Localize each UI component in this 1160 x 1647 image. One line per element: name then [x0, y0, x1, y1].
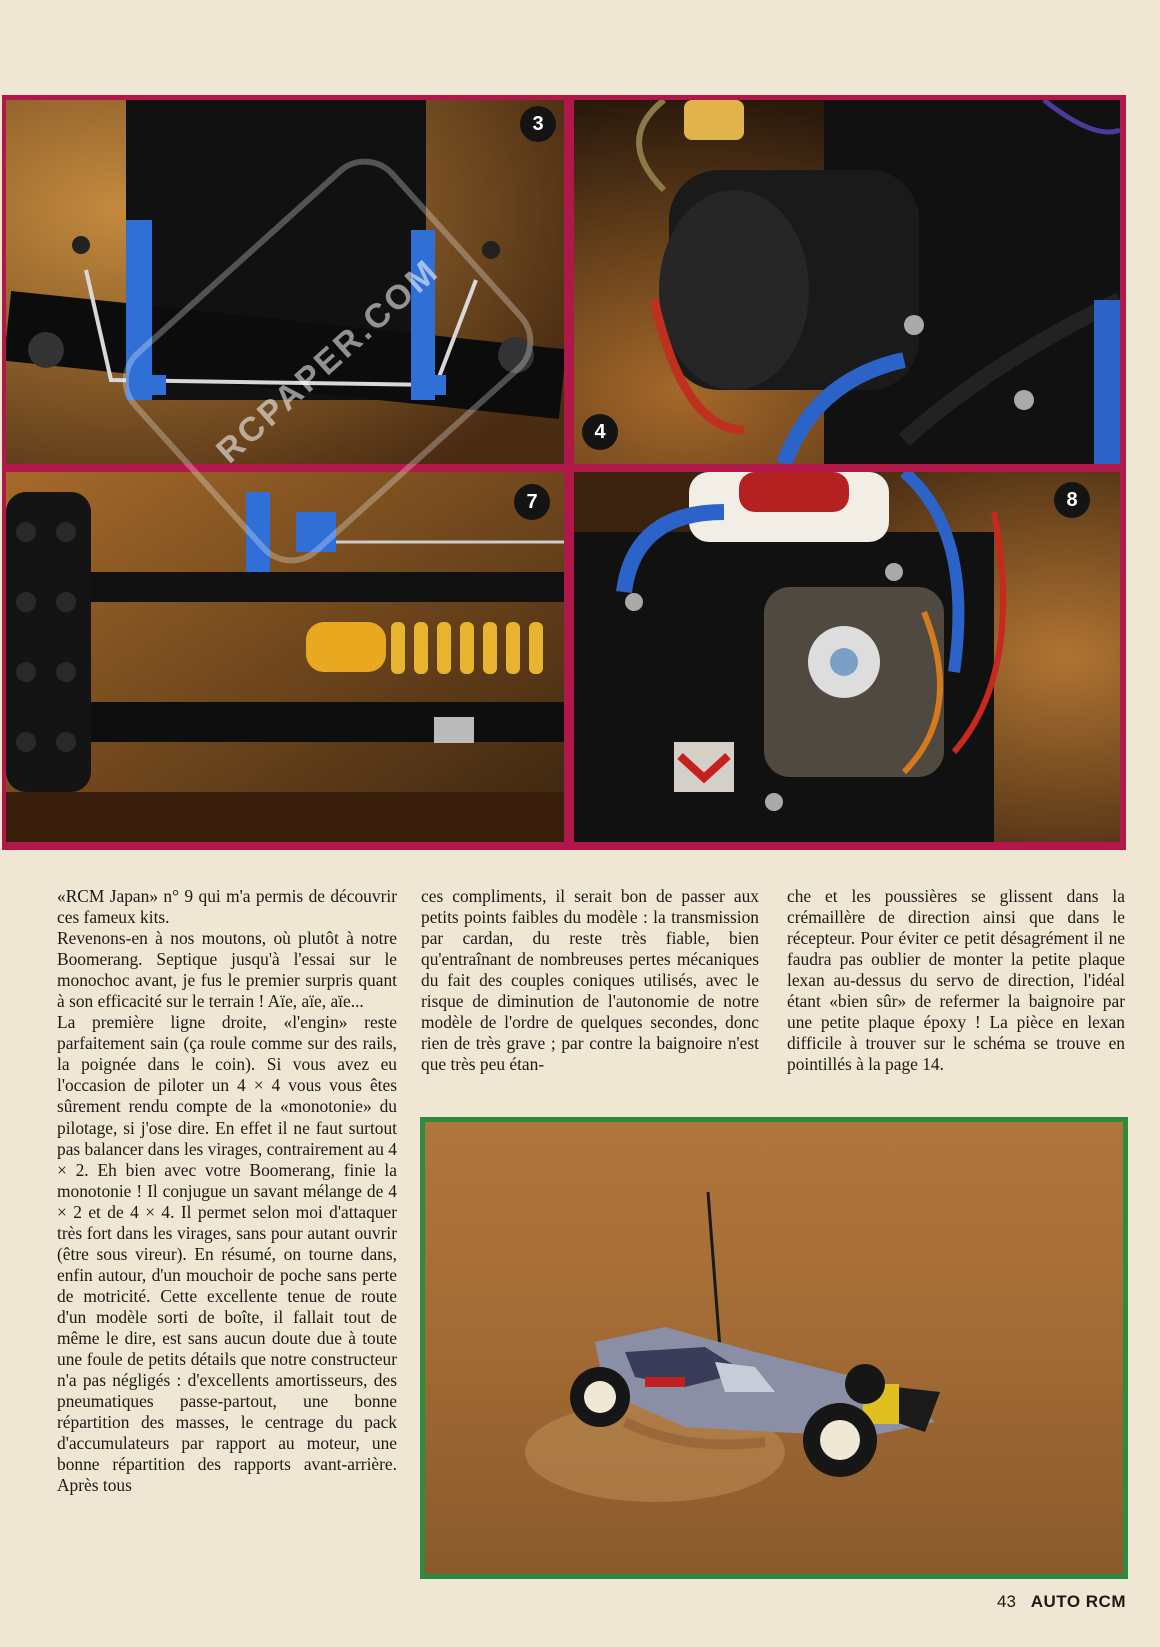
photo-buggy-action — [420, 1117, 1128, 1579]
photo-motor — [574, 100, 1120, 464]
photo-number-badge: 7 — [514, 484, 550, 520]
photo-grid — [2, 95, 1126, 850]
paragraph: ces compliments, il serait bon de passer aux petits points faibles du modèle : la transmission par cardan, du reste très fiable, bien qu'entraînant de nombreuses pertes mécaniques du fait des couples coniques utilisés, avec le risque de diminution de l'autonomie de notre modèle de l'ordre de quelques secondes, donc rien de très grave ; par contre la baignoire n'est que très peu étan- — [421, 886, 759, 1075]
paragraph: «RCM Japan» n° 9 qui m'a permis de découvrir ces fameux kits. — [57, 886, 397, 928]
photo-steering-servo — [574, 472, 1120, 842]
photo-number-badge: 8 — [1054, 482, 1090, 518]
watermark: RCPAPER.COM — [106, 142, 550, 580]
photo-rear-shock — [6, 472, 564, 842]
page-footer — [997, 1592, 1126, 1612]
photo-number-badge: 3 — [520, 106, 556, 142]
paragraph: La première ligne droite, «l'engin» reste parfaitement sain (ça roule comme sur des rails, la poignée dans le coin). Si vous avez eu l'occasion de piloter un 4 × 4 vous vous êtes sûrement rendu compte de la «monotonie» du pilotage, si j'ose dire. En effet il ne faut surtout pas balancer dans les virages, contrairement au 4 × 2. Eh bien avec votre Boomerang, finie la monotonie ! Il conjugue un savant mélange de 4 × 2 et de 4 × 4. Il permet selon moi d'attaquer très fort dans les virages, sans pour autant ouvrir (être sous vireur). En résumé, on tourne dans, enfin autour, d'un mouchoir de poche sans perte de motricité. Cette excellente tenue de route d'un modèle sorti de boîte, il fallait tout de même le dire, est sans aucun doute due à toute une foule de petits détails que notre constructeur n'a pas négligés : d'excellents amortisseurs, des pneumatiques passe-partout, une bonne répartition des masses, le centrage du pack d'accumulateurs par rapport au moteur, une bonne répartition des rapports avant-arrière. Après tous — [57, 1012, 397, 1496]
article-column-3 — [787, 886, 1125, 1096]
article-column-1 — [57, 886, 397, 1586]
paragraph: Revenons-en à nos moutons, où plutôt à notre Boomerang. Septique jusqu'à l'essai sur le monochoc avant, je fus le premier surpris quant à son efficacité sur le terrain ! Aïe, aïe, aïe... — [57, 928, 397, 1012]
page-number: 43 — [997, 1592, 1016, 1611]
photo-front-suspension — [6, 100, 564, 464]
paragraph: che et les poussières se glissent dans la crémaillère de direction ainsi que dans le récepteur. Pour éviter ce petit désagrément il ne faudra pas oublier de monter la petite plaque lexan au-dessus du servo de direction, l'idéal étant «bien sûr» de refermer la baignoire par une petite plaque époxy ! La pièce en lexan difficile à trouver sur le schéma se trouve en pointillés à la page 14. — [787, 886, 1125, 1075]
magazine-name: AUTO RCM — [1030, 1592, 1126, 1611]
photo-number-badge: 4 — [582, 414, 618, 450]
article-column-2 — [421, 886, 759, 1096]
